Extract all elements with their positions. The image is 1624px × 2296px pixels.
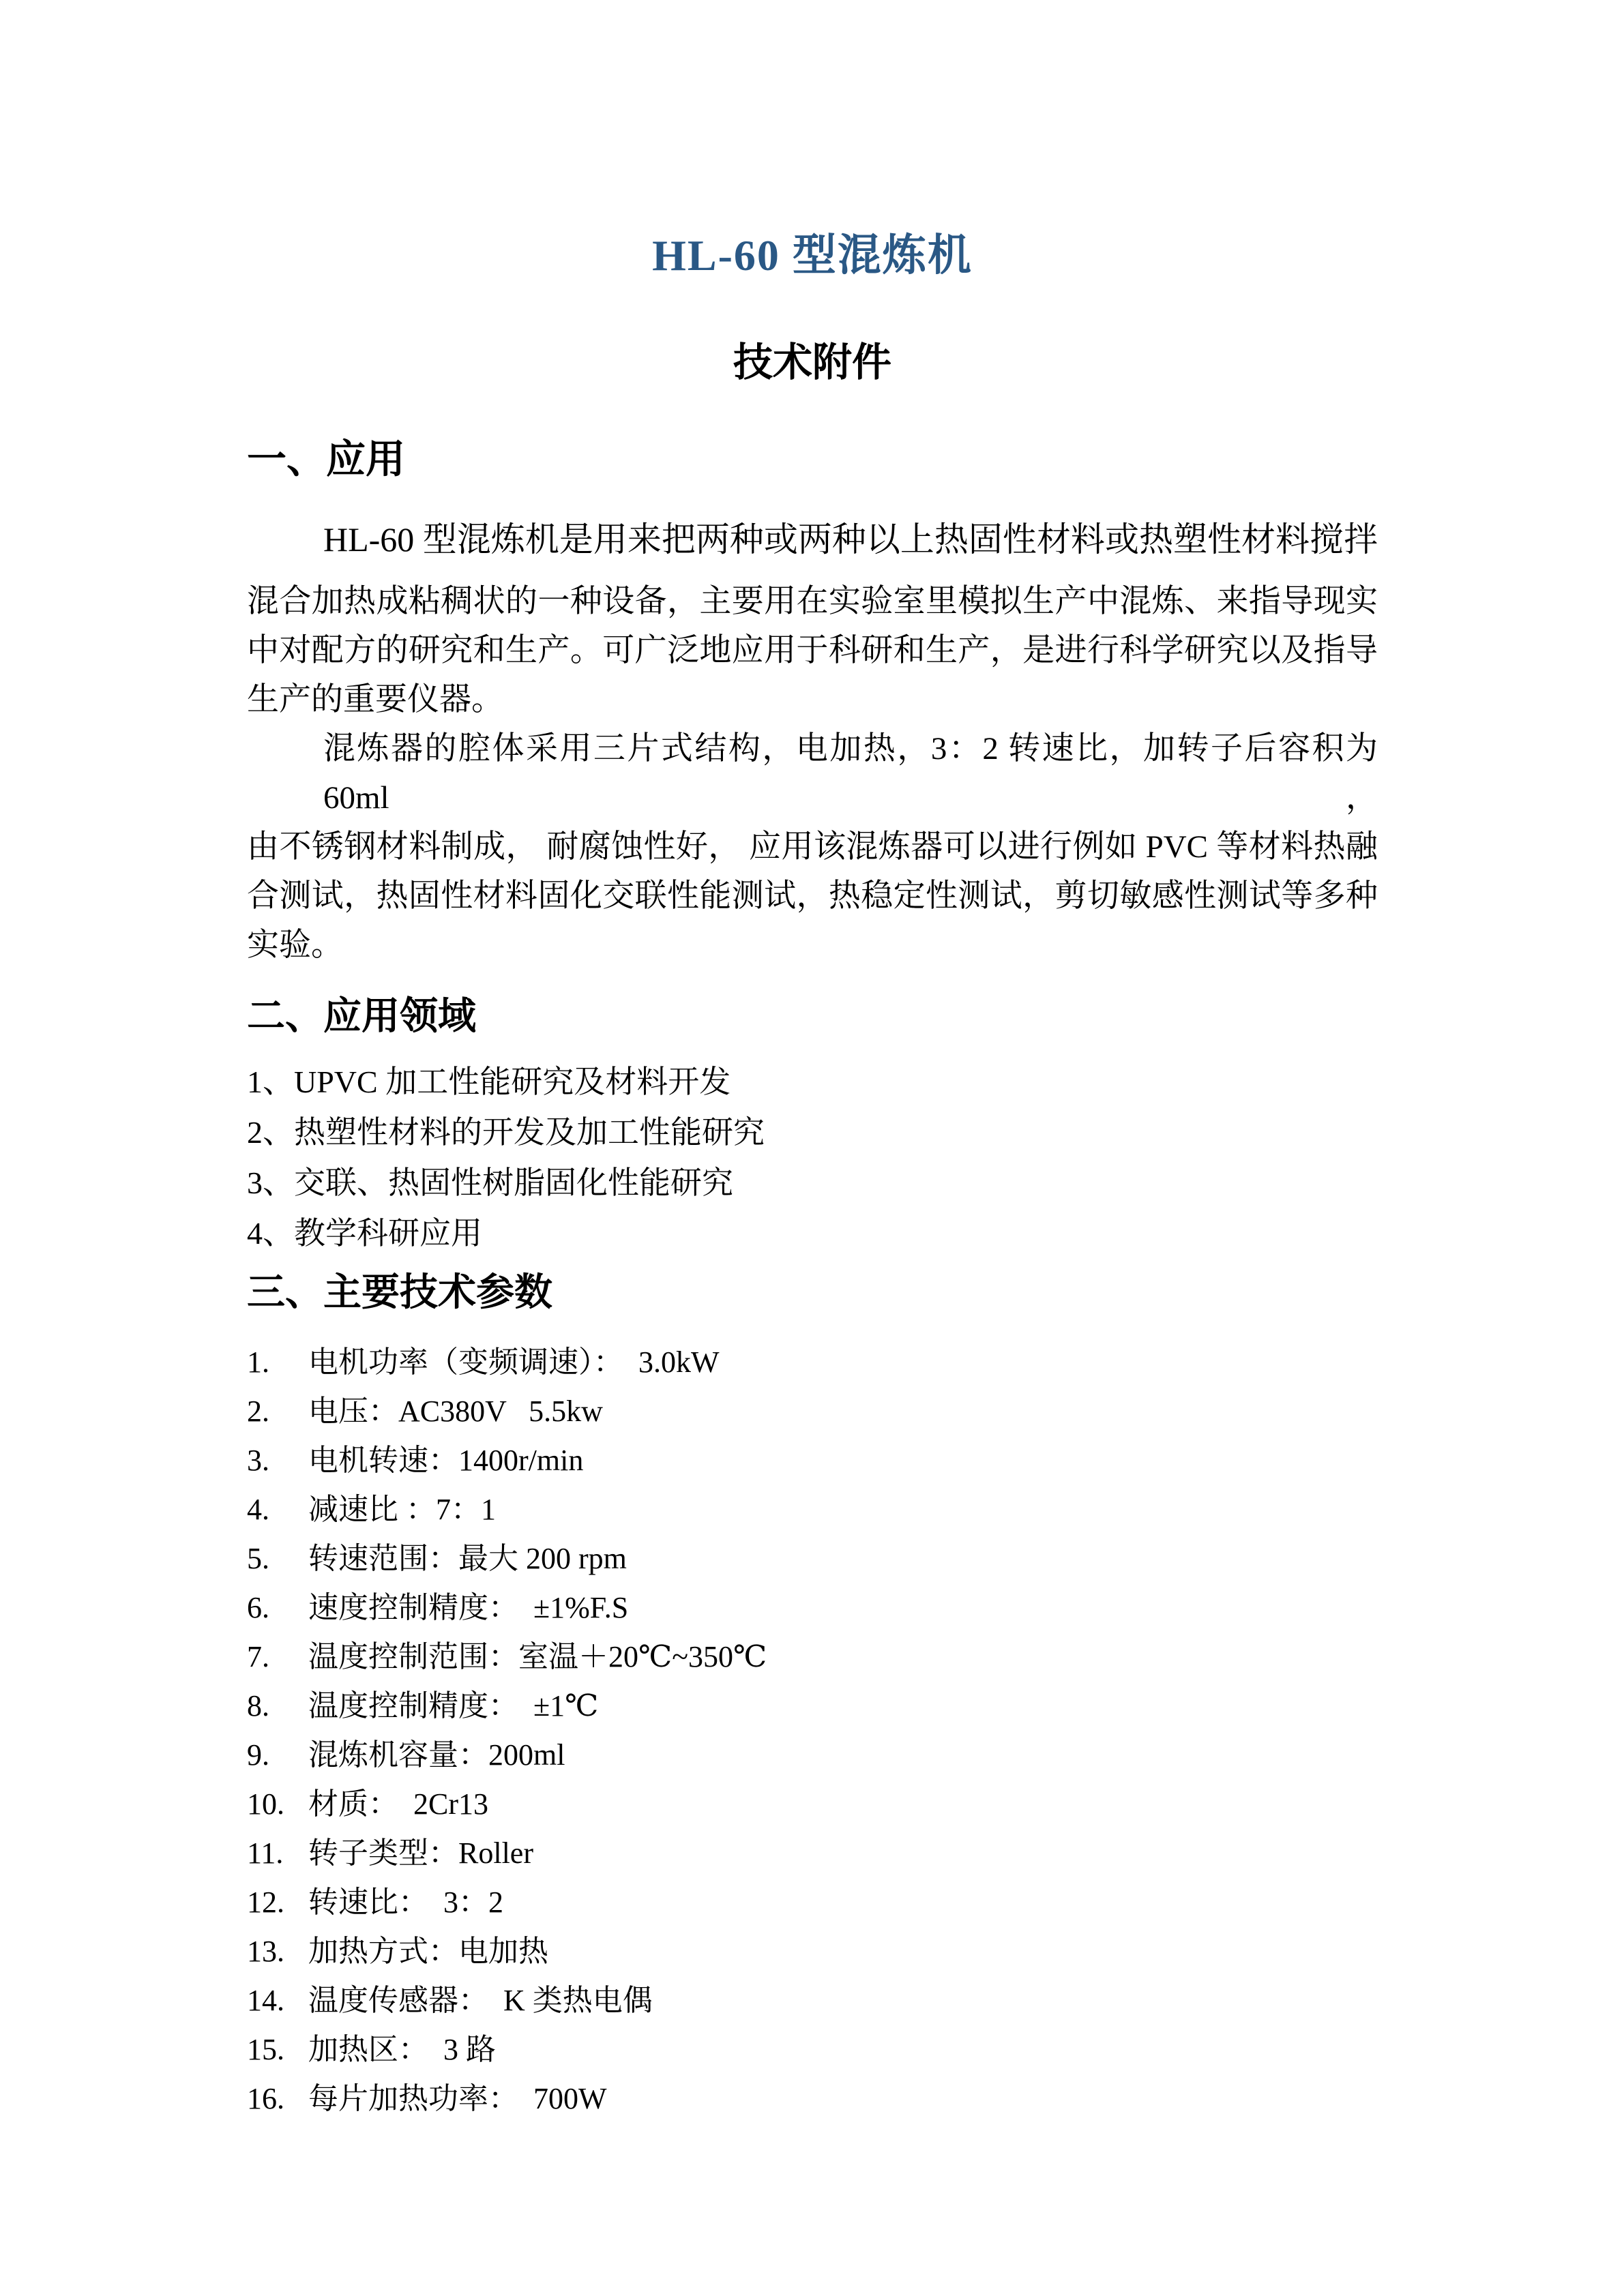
spec-item xyxy=(247,2025,1378,2074)
spec-item xyxy=(247,2074,1378,2123)
spec-text: 电压：AC380V 5.5kw xyxy=(308,1395,603,1428)
spec-number: 2. xyxy=(247,1395,269,1428)
list-item: 3、交联、热固性树脂固化性能研究 xyxy=(247,1165,733,1200)
document-title: HL-60 型混炼机 xyxy=(652,231,973,280)
spec-item xyxy=(247,1878,1378,1927)
spec-item xyxy=(247,1387,1378,1436)
spec-text: 加热方式：电加热 xyxy=(308,1935,548,1968)
spec-number: 16. xyxy=(247,2082,284,2115)
spec-item xyxy=(247,1583,1378,1632)
spec-number: 11. xyxy=(247,1836,284,1870)
spec-item xyxy=(247,1485,1378,1534)
spec-item xyxy=(247,1534,1378,1583)
spec-item xyxy=(247,1780,1378,1829)
spec-item xyxy=(247,1927,1378,1976)
spec-number: 10. xyxy=(247,1787,284,1821)
spec-number: 9. xyxy=(247,1738,269,1772)
paragraph-line: 混合加热成粘稠状的一种设备，主要用在实验室里模拟生产中混炼、来指导现实 xyxy=(247,584,1378,619)
paragraph-application-1 xyxy=(247,511,1378,724)
paragraph-line: 混炼器的腔体采用三片式结构，电加热，3：2 转速比，加转子后容积为 60ml， xyxy=(323,731,1386,816)
spec-text: 电机功率（变频调速）： 3.0kW xyxy=(308,1345,720,1379)
technical-parameters-list xyxy=(247,1338,1378,2123)
paragraph-line: 中对配方的研究和生产。可广泛地应用于科研和生产，是进行科学研究以及指导 xyxy=(247,633,1378,668)
spec-number: 7. xyxy=(247,1640,269,1673)
spec-number: 15. xyxy=(247,2033,284,2066)
list-item: 2、热塑性材料的开发及加工性能研究 xyxy=(247,1115,765,1150)
spec-number: 14. xyxy=(247,1984,284,2017)
spec-text: 温度控制范围：室温＋20℃~350℃ xyxy=(308,1640,767,1673)
heading-application: 一、应用 xyxy=(247,437,406,481)
spec-text: 转子类型：Roller xyxy=(308,1836,533,1870)
spec-text: 每片加热功率： 700W xyxy=(308,2082,607,2115)
spec-text: 材质： 2Cr13 xyxy=(308,1787,488,1821)
spec-text: 温度控制精度： ±1℃ xyxy=(308,1689,599,1723)
spec-text: 转速比： 3：2 xyxy=(308,1885,503,1919)
paragraph-line: 实验。 xyxy=(247,927,343,963)
spec-number: 12. xyxy=(247,1885,284,1919)
spec-text: 加热区： 3 路 xyxy=(308,2033,496,2066)
list-item: 1、UPVC 加工性能研究及材料开发 xyxy=(247,1064,731,1099)
paragraph-line: 合测试，热固性材料固化交联性能测试，热稳定性测试，剪切敏感性测试等多种 xyxy=(247,878,1378,914)
paragraph-line: 生产的重要仪器。 xyxy=(247,682,503,717)
paragraph-line: HL-60 型混炼机是用来把两种或两种以上热固性材料或热塑性材料搅拌 xyxy=(323,520,1378,558)
spec-item xyxy=(247,1731,1378,1780)
heading-application-fields: 二、应用领域 xyxy=(247,994,476,1037)
spec-text: 温度传感器： K 类热电偶 xyxy=(308,1984,653,2017)
spec-item xyxy=(247,1436,1378,1485)
heading-technical-parameters: 三、主要技术参数 xyxy=(247,1270,552,1313)
spec-item xyxy=(247,1976,1378,2025)
spec-number: 5. xyxy=(247,1542,269,1575)
document-subtitle: 技术附件 xyxy=(733,340,891,385)
spec-item xyxy=(247,1829,1378,1878)
spec-number: 13. xyxy=(247,1935,284,1968)
spec-number: 6. xyxy=(247,1591,269,1624)
application-fields-list xyxy=(247,1057,1378,1259)
spec-item xyxy=(247,1632,1378,1682)
spec-text: 速度控制精度： ±1%F.S xyxy=(308,1591,629,1624)
spec-number: 8. xyxy=(247,1689,269,1723)
spec-number: 4. xyxy=(247,1493,269,1526)
spec-item xyxy=(247,1682,1378,1731)
paragraph-application-2 xyxy=(247,724,1386,970)
spec-text: 电机转速：1400r/min xyxy=(308,1444,584,1477)
spec-text: 转速范围：最大 200 rpm xyxy=(308,1542,627,1575)
spec-item xyxy=(247,1338,1378,1387)
spec-text: 减速比 ：7：1 xyxy=(308,1493,496,1526)
list-item: 4、教学科研应用 xyxy=(247,1216,482,1251)
spec-number: 3. xyxy=(247,1444,269,1477)
spec-text: 混炼机容量：200ml xyxy=(308,1738,565,1772)
paragraph-line: 由不锈钢材料制成， 耐腐蚀性好， 应用该混炼器可以进行例如 PVC 等材料热融 xyxy=(247,829,1378,865)
spec-number: 1. xyxy=(247,1345,269,1379)
